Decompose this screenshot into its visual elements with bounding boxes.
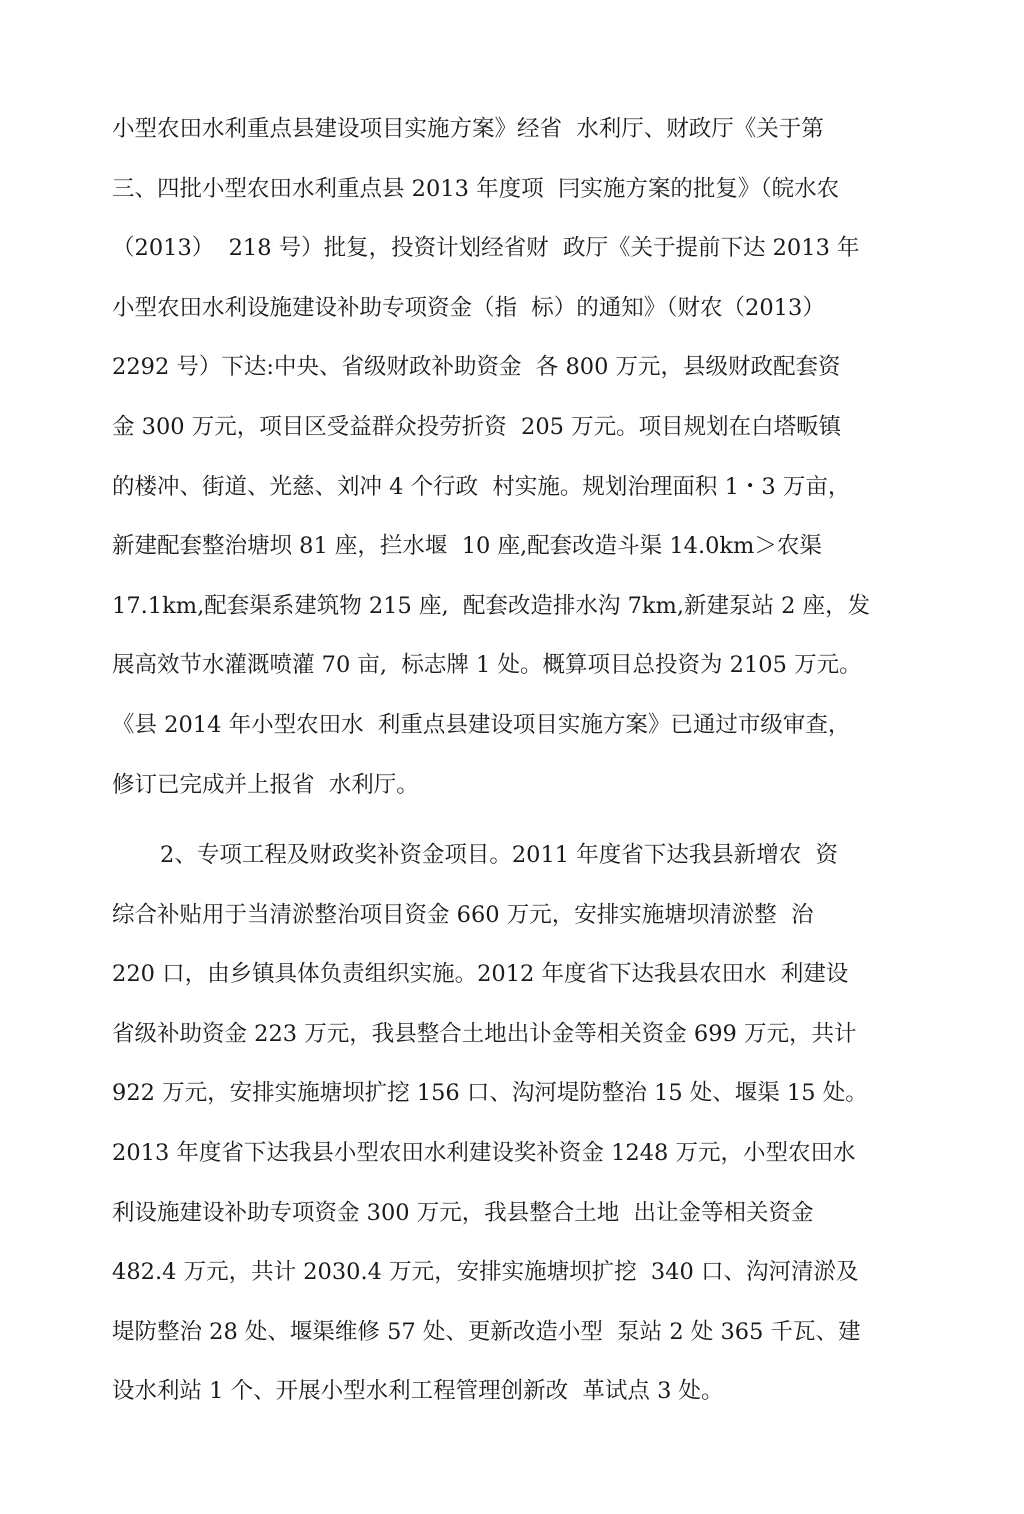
text-line: 2292 号）下达:中央、省级财政补助资金 各 800 万元，县级财政配套资	[112, 354, 841, 381]
text-line: 482.4 万元，共计 2030.4 万元，安排实施塘坝扩挖 340 口、沟河清淤及	[112, 1259, 859, 1286]
text-line: （2013） 218 号）批复，投资计划经省财 政厅《关于提前下达 2013 年	[112, 235, 860, 262]
text-line: 三、四批小型农田水利重点县 2013 年度项 冃实施方案的批复》（皖水农	[112, 175, 840, 202]
text-line: 金 300 万元，项目区受益群众投劳折资 205 万元。项目规划在白塔畈镇	[112, 413, 842, 440]
text-line: 小型农田水利重点县建设项目实施方案》经省 水利厅、财政厅《关于第	[112, 116, 824, 142]
text-line: 展高效节水灌溉喷灌 70 亩, 标志牌 1 处。概算项目总投资为 2105 万元。	[112, 652, 862, 679]
text-line: 2、专项工程及财政奖补资金项目。2011 年度省下达我县新增农 资	[160, 842, 839, 868]
text-line: 省级补助资金 223 万元，我县整合土地出讣金等相关资金 699 万元，共计	[112, 1020, 857, 1047]
paragraph-special-projects	[112, 826, 912, 1422]
text-line: 2013 年度省下达我县小型农田水利建设奖补资金 1248 万元，小型农田水	[112, 1139, 856, 1166]
text-line: 利设施建设补助专项资金 300 万元，我县整合土地 出让金等相关资金	[112, 1199, 814, 1226]
text-line: 220 口，由乡镇具体负责组织实施。2012 年度省下达我县农田水 利建设	[112, 961, 849, 988]
text-line: 设水利站 1 个、开展小型水利工程管理创新改 革试点 3 处。	[112, 1378, 724, 1405]
text-line: 修订已完成并上报省 水利厅。	[112, 771, 419, 798]
text-line: 922 万元，安排实施塘坝扩挖 156 口、沟河堤防整治 15 处、堰渠 15 处。	[112, 1080, 868, 1107]
text-line: 综合补贴用于当清淤整治项目资金 660 万元，安排实施塘坝清淤整 治	[112, 901, 814, 928]
text-line: 《县 2014 年小型农田水 利重点县建设项目实施方案》已通过市级审查，	[112, 711, 851, 738]
text-line: 新建配套整治塘坝 81 座，拦水堰 10 座,配套改造斗渠 14.0km＞农渠	[112, 533, 822, 560]
text-line: 的楼冲、街道、光慈、刘冲 4 个行政 村实施。规划治理面积 1・3 万亩，	[112, 473, 851, 500]
paragraph-project-plan	[112, 100, 912, 815]
text-line: 堤防整治 28 处、堰渠维修 57 处、更新改造小型 泵站 2 处 365 千瓦、建	[112, 1318, 861, 1345]
text-line: 17.1km,配套渠系建筑物 215 座, 配套改造排水沟 7km,新建泵站 2 座，发	[112, 592, 871, 619]
text-line: 小型农田水利设施建设补助专项资金（指 标）的通知》（财农（2013）	[112, 294, 825, 321]
